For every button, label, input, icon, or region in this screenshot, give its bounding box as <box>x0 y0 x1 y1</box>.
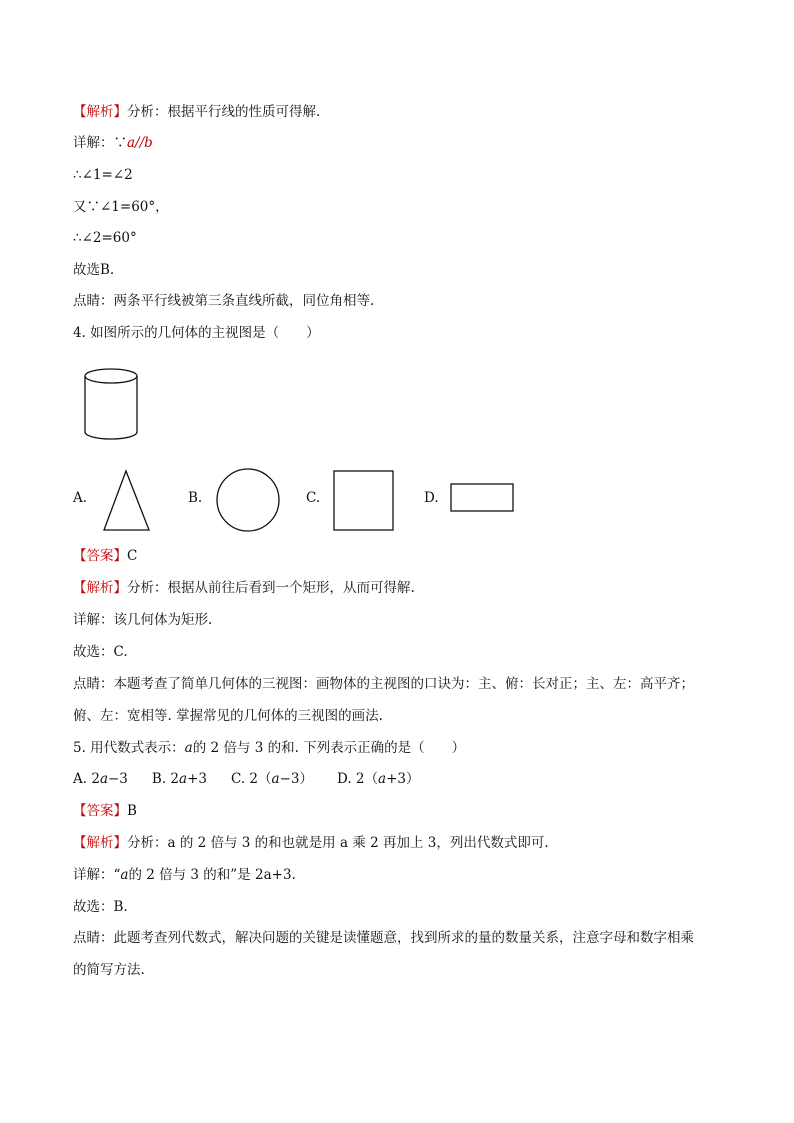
q4-comment-line2: 俯、左：宽相等. 掌握常见的几何体的三视图的画法. <box>73 708 383 724</box>
triangle-icon <box>102 470 152 532</box>
q4-option-c-label: C. <box>306 490 321 506</box>
q3-choice: 故选B. <box>73 262 115 278</box>
q5-detail-prefix: 详解：“ <box>73 867 121 883</box>
q4-detail: 详解：该几何体为矩形. <box>73 612 213 628</box>
q5-question-var: a <box>184 740 193 756</box>
q4-question: 4. 如图所示的几何体的主视图是（ ） <box>73 325 320 341</box>
q5-choice: 故选：B. <box>73 899 128 915</box>
q4-answer-tag: 【答案】 <box>73 548 127 564</box>
q4-analysis-line <box>73 579 415 597</box>
q3-analysis-line <box>73 103 320 121</box>
q3-analysis-text: 分析：根据平行线的性质可得解. <box>127 104 321 120</box>
q5-option-d-pre: 2（ <box>355 771 379 787</box>
q3-comment: 点睛：两条平行线被第三条直线所截，同位角相等. <box>73 293 375 309</box>
q5-option-c-var: a <box>271 771 280 787</box>
cylinder-figure-icon <box>80 366 144 446</box>
q4-choice: 故选：C. <box>73 644 128 660</box>
q5-comment-line1: 点睛：此题考查列代数式，解决问题的关键是读懂题意，找到所求的量的数量关系，注意字母和数字相乘 <box>73 930 694 946</box>
q4-option-b-label: B. <box>188 490 203 506</box>
q5-detail-suffix: 的 2 倍与 3 的和”是 2a+3. <box>128 867 296 883</box>
q5-comment-line2: 的简写方法. <box>73 962 145 978</box>
q5-option-a-label: A. <box>73 771 88 787</box>
q5-detail-var: a <box>120 867 129 883</box>
q5-option-d-label: D. <box>336 771 352 787</box>
q4-analysis-tag: 【解析】 <box>73 580 127 596</box>
q5-option-d-post: +3） <box>386 771 420 787</box>
q5-option-c <box>231 771 313 787</box>
q5-option-c-post: −3） <box>279 771 313 787</box>
q5-option-b-post: +3 <box>187 771 207 787</box>
q5-option-b-label: B. <box>151 771 167 787</box>
q5-analysis-line <box>73 834 549 852</box>
q5-answer-value: B <box>127 803 137 819</box>
q4-answer-value: C <box>127 548 138 564</box>
q5-question-suffix: 的 2 倍与 3 的和. 下列表示正确的是（ ） <box>192 740 466 756</box>
q5-option-a-var: a <box>99 771 108 787</box>
q3-detail-line <box>73 134 153 152</box>
q5-option-b-pre: 2 <box>170 771 180 787</box>
q5-question <box>73 739 465 757</box>
q4-option-a-label: A. <box>73 490 88 506</box>
q5-analysis-text: 分析：a 的 2 倍与 3 的和也就是用 a 乘 2 再加上 3，列出代数式即可. <box>127 835 549 851</box>
q3-step3: ∴∠2=60° <box>73 230 137 246</box>
q5-option-a <box>73 771 128 787</box>
q3-detail-prefix: 详解：∵ <box>73 135 127 151</box>
q5-answer-tag: 【答案】 <box>73 803 127 819</box>
q4-comment-line1: 点睛：本题考查了简单几何体的三视图：画物体的主视图的口诀为：主、俯：长对正；主、左：高平齐； <box>73 676 694 692</box>
q4-analysis-text: 分析：根据从前往后看到一个矩形，从而可得解. <box>127 580 415 596</box>
circle-icon <box>215 467 281 533</box>
q3-analysis-tag: 【解析】 <box>73 104 127 120</box>
q5-analysis-tag: 【解析】 <box>73 835 127 851</box>
q3-detail-math: a//b <box>127 135 153 151</box>
q5-option-d <box>337 771 420 787</box>
q5-option-a-pre: 2 <box>91 771 100 787</box>
q5-question-prefix: 5. 用代数式表示： <box>73 740 185 756</box>
square-icon <box>333 470 395 532</box>
q5-option-b-var: a <box>179 771 188 787</box>
q5-option-c-pre: 2（ <box>249 771 272 787</box>
q5-option-c-label: C. <box>230 771 246 787</box>
q5-options-row <box>73 770 419 788</box>
q4-option-d-label: D. <box>424 490 439 506</box>
q5-option-d-var: a <box>378 771 387 787</box>
rectangle-icon <box>450 483 516 513</box>
q5-option-a-post: −3 <box>108 771 128 787</box>
q5-detail-line <box>73 866 296 884</box>
q5-option-b <box>152 771 207 787</box>
q4-answer-line <box>73 547 137 565</box>
q5-answer-line <box>73 802 137 820</box>
q3-step2: 又∵∠1=60°， <box>73 199 169 215</box>
q3-step1: ∴∠1=∠2 <box>73 167 133 183</box>
